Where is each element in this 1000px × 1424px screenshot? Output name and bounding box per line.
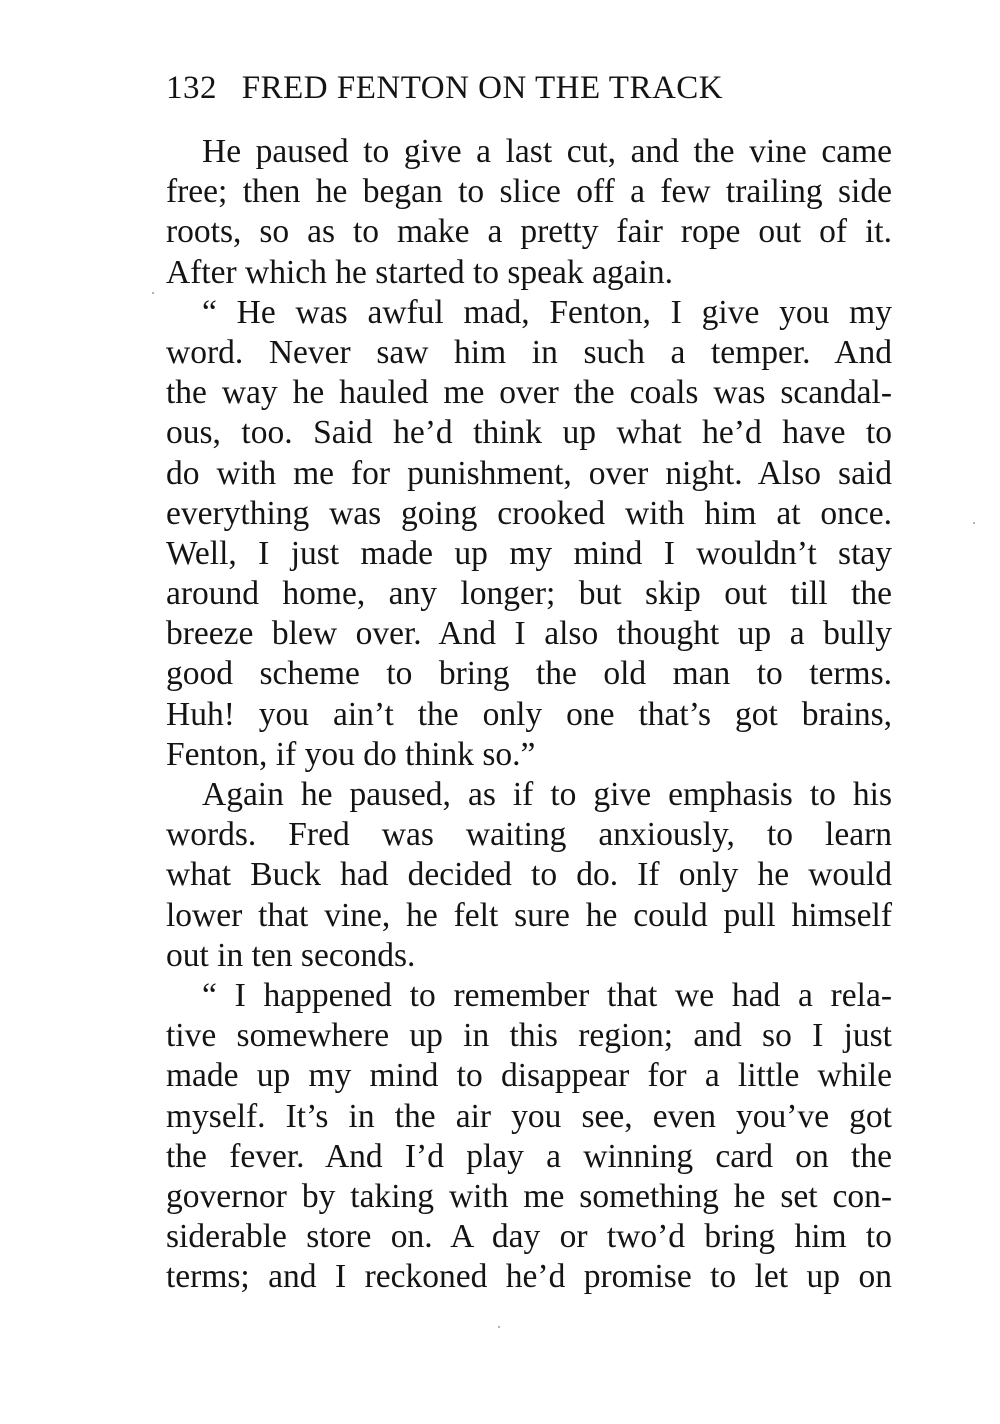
text-line: free; then he began to slice off a few trailing side	[166, 173, 892, 211]
text-line: terms; and I reckoned he’d promise to let up on	[166, 1258, 892, 1296]
text-line: words. Fred was waiting anxiously, to learn	[166, 816, 892, 854]
text-line: After which he started to speak again.	[166, 253, 673, 291]
print-speck	[973, 522, 975, 524]
text-line: out in ten seconds.	[166, 936, 416, 974]
page-number: 132	[166, 70, 217, 106]
text-line: lower that vine, he felt sure he could pull himself	[166, 896, 892, 934]
text-line: “ I happened to remember that we had a rela-	[202, 976, 892, 1014]
text-line: Well, I just made up my mind I wouldn’t stay	[166, 534, 892, 572]
text-line: the fever. And I’d play a winning card on the	[166, 1137, 892, 1175]
text-line: Again he paused, as if to give emphasis to his	[202, 776, 892, 813]
text-line: around home, any longer; but skip out till the	[166, 575, 892, 613]
text-line: siderable store on. A day or two’d bring him to	[166, 1218, 892, 1256]
text-line: myself. It’s in the air you see, even you’ve got	[166, 1097, 892, 1135]
paragraph	[166, 132, 892, 293]
text-line: ous, too. Said he’d think up what he’d have to	[166, 414, 892, 452]
body-text	[166, 132, 892, 1297]
text-line: tive somewhere up in this region; and so I just	[166, 1017, 892, 1055]
text-line: made up my mind to disappear for a little while	[166, 1057, 892, 1095]
text-line: governor by taking with me something he set con-	[166, 1177, 892, 1215]
text-line: Fenton, if you do think so.”	[166, 735, 536, 773]
print-speck	[498, 1326, 500, 1328]
text-line: breeze blew over. And I also thought up a bully	[166, 615, 892, 653]
paragraph	[166, 976, 892, 1298]
print-speck	[152, 292, 154, 294]
paragraph	[166, 775, 892, 976]
text-line: Huh! you ain’t the only one that’s got brains,	[166, 695, 892, 733]
text-line: He paused to give a last cut, and the vine came	[202, 133, 892, 170]
text-line: good scheme to bring the old man to terms.	[166, 655, 892, 693]
text-line: everything was going crooked with him at once.	[166, 494, 892, 532]
running-title: FRED FENTON ON THE TRACK	[241, 70, 724, 106]
text-line: do with me for punishment, over night. Also said	[166, 454, 892, 492]
text-line: roots, so as to make a pretty fair rope out of it.	[166, 213, 892, 251]
text-line: word. Never saw him in such a temper. And	[166, 333, 892, 371]
text-line: the way he hauled me over the coals was scandal-	[166, 374, 892, 412]
running-head	[166, 68, 866, 108]
paragraph	[166, 293, 892, 775]
text-line: “ He was awful mad, Fenton, I give you my	[202, 293, 892, 331]
text-line: what Buck had decided to do. If only he would	[166, 856, 892, 894]
